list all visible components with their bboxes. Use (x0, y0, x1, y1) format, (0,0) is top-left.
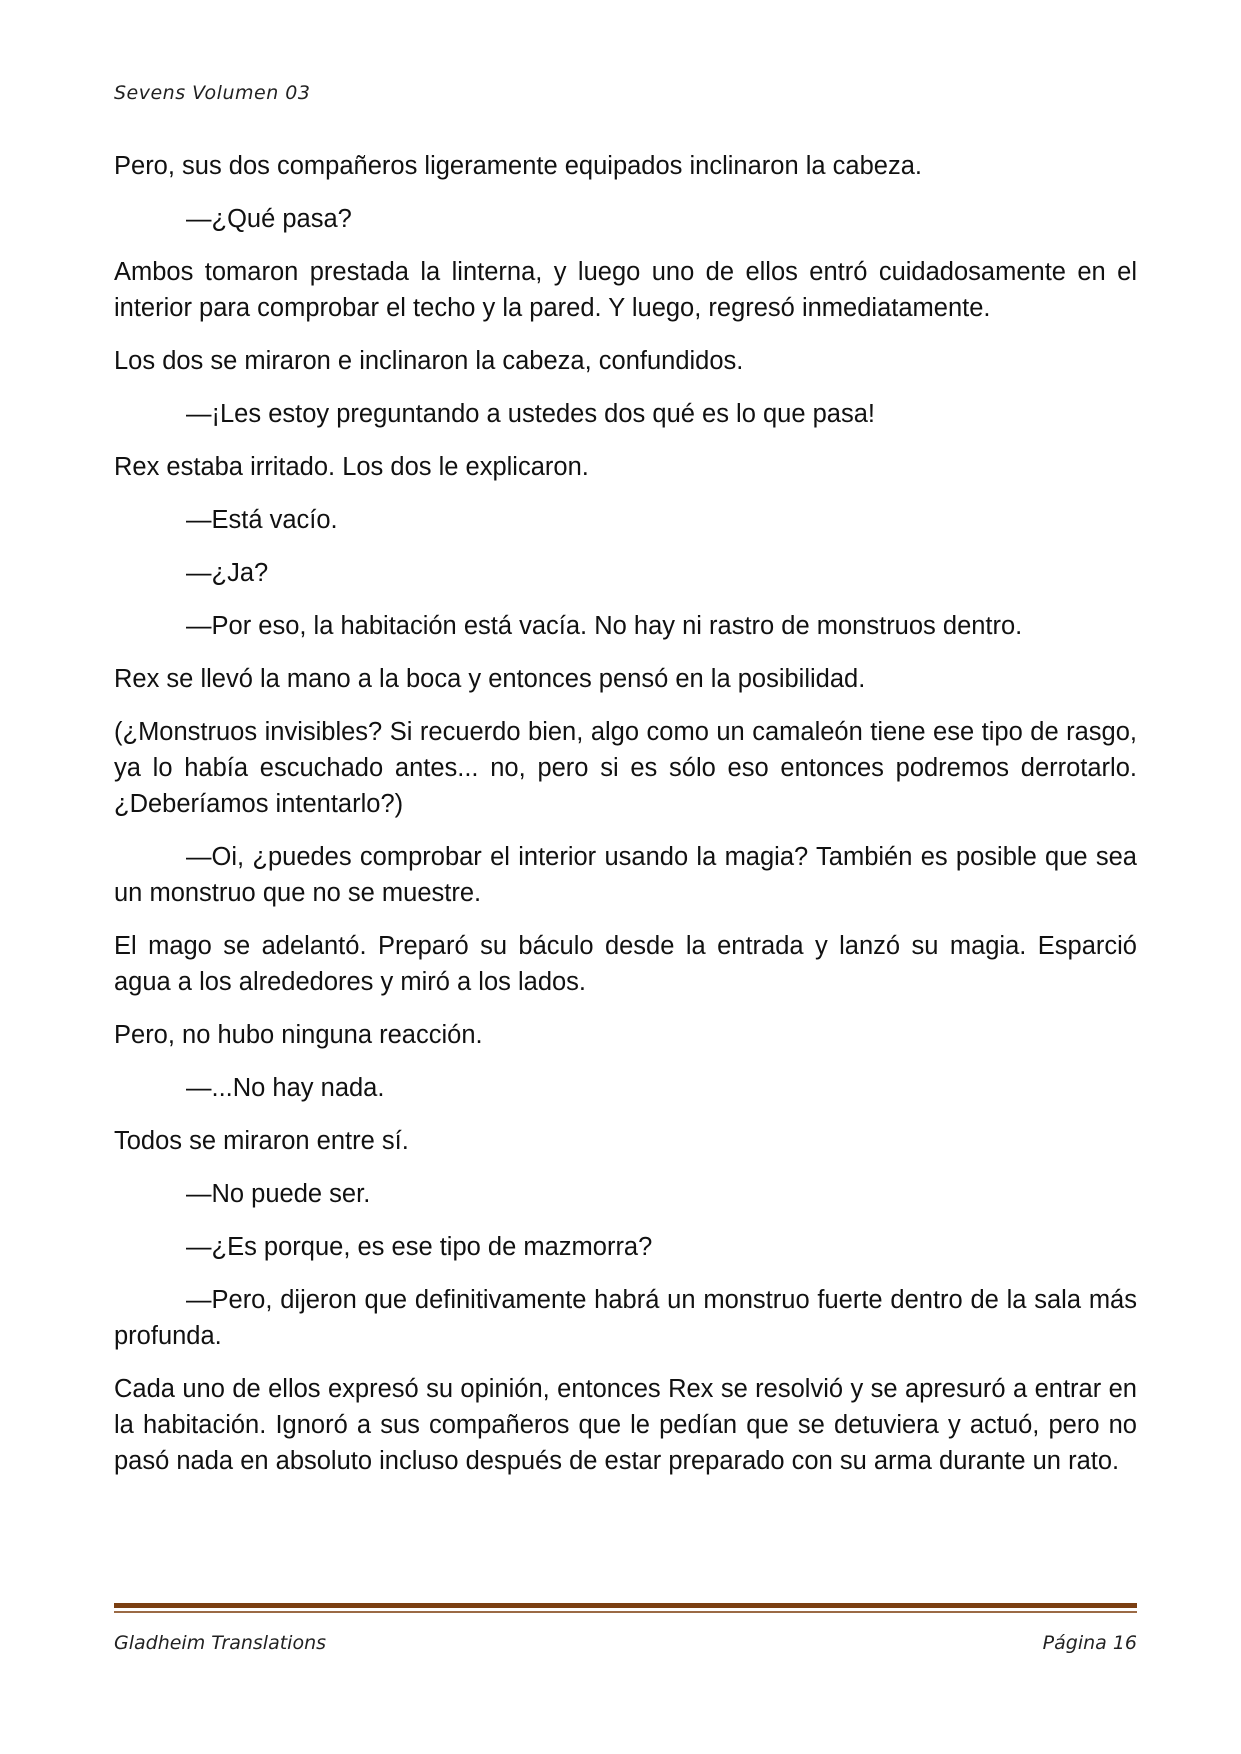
narration-paragraph: Pero, sus dos compañeros ligeramente equipados inclinaron la cabeza. (114, 152, 922, 180)
narration-paragraph: Rex estaba irritado. Los dos le explicaron. (114, 453, 589, 481)
dialogue-paragraph: —Por eso, la habitación está vacía. No hay ni rastro de monstruos dentro. (186, 612, 1023, 640)
footer-rule-thin (114, 1611, 1137, 1613)
dialogue-paragraph: —No puede ser. (186, 1180, 371, 1208)
narration-paragraph: Los dos se miraron e inclinaron la cabeza, confundidos. (114, 347, 744, 375)
dialogue-paragraph: —¿Ja? (186, 559, 269, 587)
dialogue-paragraph: —¿Qué pasa? (186, 205, 352, 233)
dialogue-paragraph: —Oi, ¿puedes comprobar el interior usando la magia? También es posible que sea un monstruo que no se muestre. (114, 843, 1137, 907)
footer-publisher: Gladheim Translations (114, 1632, 327, 1654)
footer-rule-thick (114, 1603, 1137, 1608)
running-header: Sevens Volumen 03 (114, 82, 311, 104)
page-body (114, 148, 1137, 1496)
dialogue-paragraph: —Pero, dijeron que definitivamente habrá un monstruo fuerte dentro de la sala más profunda. (114, 1286, 1137, 1350)
narration-paragraph: (¿Monstruos invisibles? Si recuerdo bien, algo como un camaleón tiene ese tipo de rasgo, ya lo había escuchado antes... no, pero si es sólo eso entonces podremos derrotarlo. ¿Deberíamos intentarlo?) (114, 718, 1137, 818)
narration-paragraph: El mago se adelantó. Preparó su báculo desde la entrada y lanzó su magia. Esparció agua a los alrededores y miró a los lados. (114, 932, 1137, 996)
narration-paragraph: Rex se llevó la mano a la boca y entonces pensó en la posibilidad. (114, 665, 866, 693)
dialogue-paragraph: —¿Es porque, es ese tipo de mazmorra? (186, 1233, 653, 1261)
narration-paragraph: Ambos tomaron prestada la linterna, y luego uno de ellos entró cuidadosamente en el interior para comprobar el techo y la pared. Y luego, regresó inmediatamente. (114, 258, 1137, 322)
dialogue-paragraph: —¡Les estoy preguntando a ustedes dos qué es lo que pasa! (186, 400, 875, 428)
dialogue-paragraph: —Está vacío. (186, 506, 338, 534)
narration-paragraph: Todos se miraron entre sí. (114, 1127, 409, 1155)
dialogue-paragraph: —...No hay nada. (186, 1074, 385, 1102)
page-number: Página 16 (1042, 1632, 1137, 1654)
narration-paragraph: Cada uno de ellos expresó su opinión, entonces Rex se resolvió y se apresuró a entrar en la habitación. Ignoró a sus compañeros que le pedían que se detuviera y actuó, pero no pasó nada en absoluto incluso después de estar preparado con su arma durante un rato. (114, 1375, 1137, 1475)
narration-paragraph: Pero, no hubo ninguna reacción. (114, 1021, 483, 1049)
